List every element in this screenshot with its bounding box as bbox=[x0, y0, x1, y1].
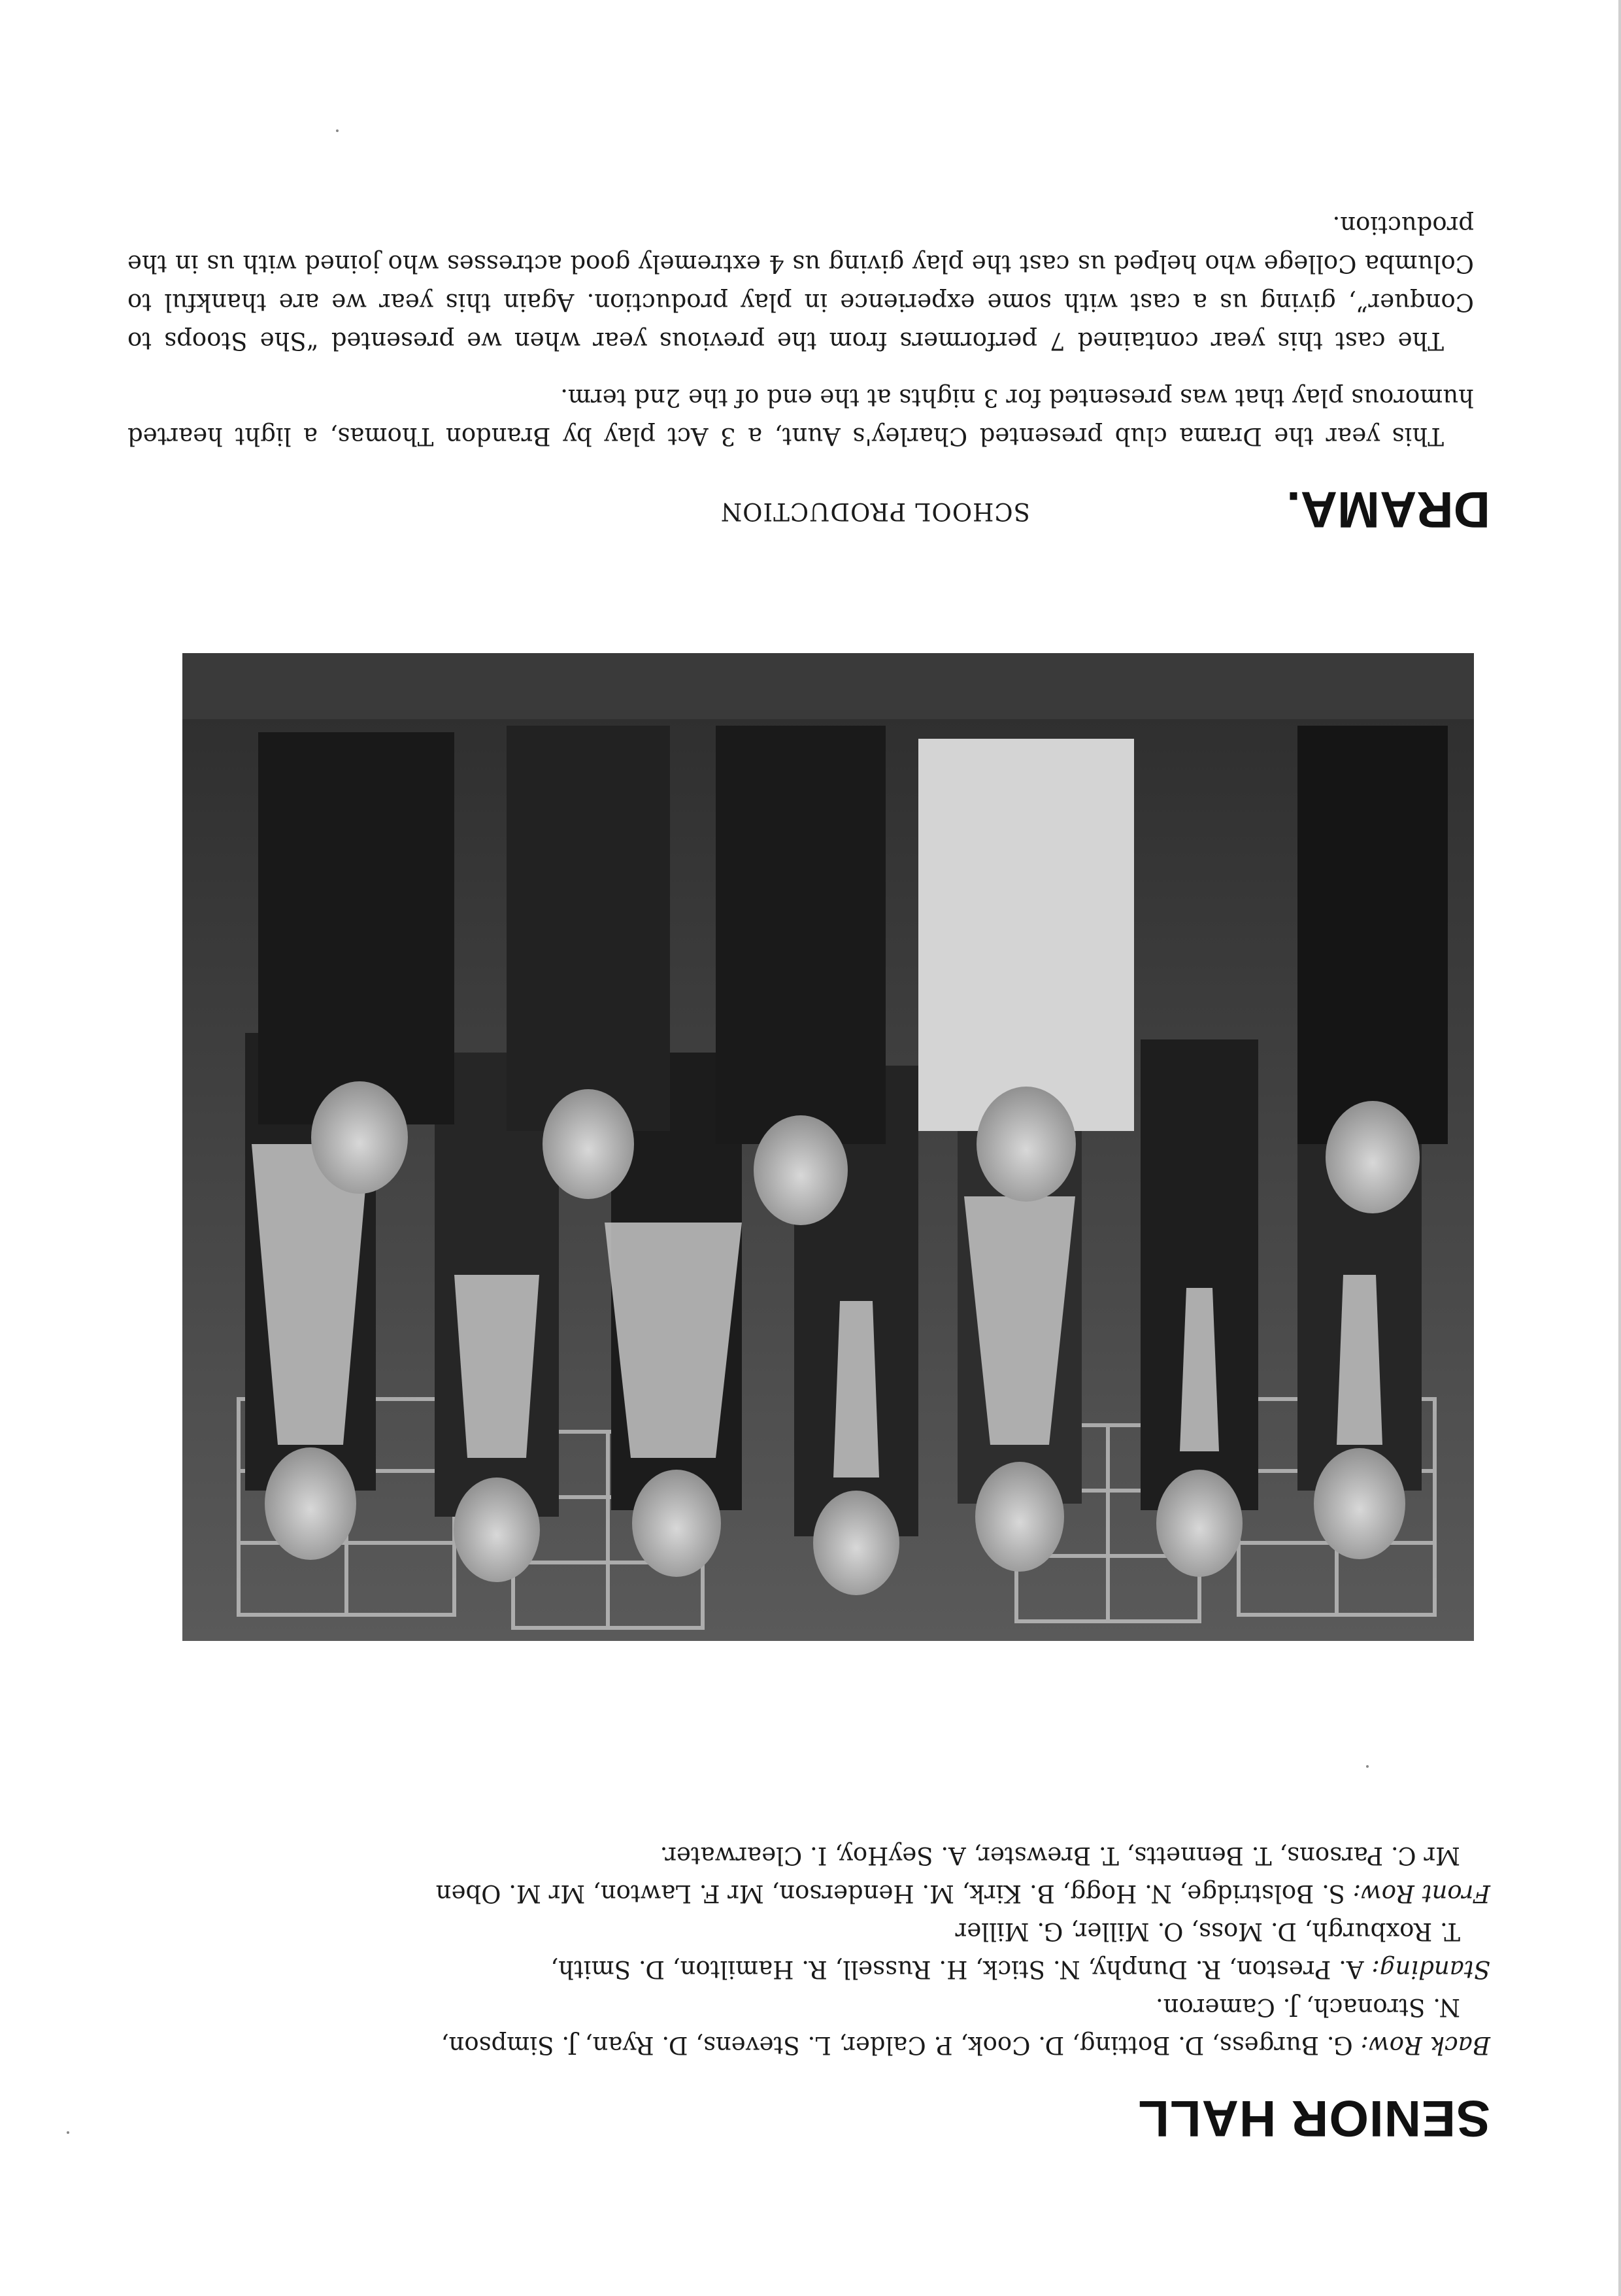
group-photo bbox=[182, 653, 1474, 1641]
back-row-line-cont: N. Stronach, J. Cameron. bbox=[1155, 1993, 1460, 2021]
standing-names: A. Preston, R. Dunphy, N. Stick, H. Russell, R. Hamilton, D. Smith, bbox=[550, 1955, 1364, 1984]
drama-body bbox=[127, 188, 1474, 456]
front-row-names: S. Bolstridge, N. Hogg, B. Kirk, M. Henderson, Mr F. Lawton, Mr M. Oben bbox=[435, 1880, 1345, 1908]
scan-edge bbox=[1618, 0, 1621, 2296]
standing-label: Standing: bbox=[1371, 1955, 1490, 1984]
standing-line-cont: T. Roxburgh, D. Moss, O. Miller, G. Miller bbox=[955, 1917, 1460, 1946]
back-row-line bbox=[131, 2026, 1490, 2064]
front-row-line-cont: Mr C. Parsons, T. Bennetts, T. Brewster, A. SeyHoy, I. Clearwater. bbox=[660, 1842, 1460, 1870]
school-production-subheading: SCHOOL PRODUCTION bbox=[720, 498, 1030, 526]
drama-heading: DRAMA. bbox=[1286, 481, 1490, 539]
back-row-names: G. Burgess, D. Botting, D. Cook, P. Calder, L. Stevens, D. Ryan, J. Simpson, bbox=[441, 2031, 1353, 2059]
dust-speck bbox=[1366, 1765, 1369, 1768]
senior-hall-heading: SENIOR HALL bbox=[1137, 2090, 1490, 2148]
front-row-label: Front Row: bbox=[1352, 1880, 1490, 1908]
drama-paragraph-2: The cast this year contained 7 performers from the previous year when we presented “She Stoops to Conquer”, giving us a cast with some experience in play production. Again this year we are thankful to Columba College who helped us cast the play giving us 4 extremely good actresses who joined with us in the production. bbox=[127, 211, 1474, 355]
cast-list bbox=[131, 1836, 1490, 2064]
dust-speck bbox=[336, 129, 339, 132]
drama-paragraph-1: This year the Drama club presented Charley's Aunt, a 3 Act play by Brandon Thomas, a light hearted humorous play that was presented for 3 nights at the end of the 2nd term. bbox=[127, 384, 1474, 450]
back-row-label: Back Row: bbox=[1360, 2031, 1490, 2059]
group-photo-illustration bbox=[182, 653, 1474, 1641]
front-row-line bbox=[131, 1874, 1490, 1912]
dust-speck bbox=[67, 2131, 69, 2134]
standing-line bbox=[131, 1950, 1490, 1988]
